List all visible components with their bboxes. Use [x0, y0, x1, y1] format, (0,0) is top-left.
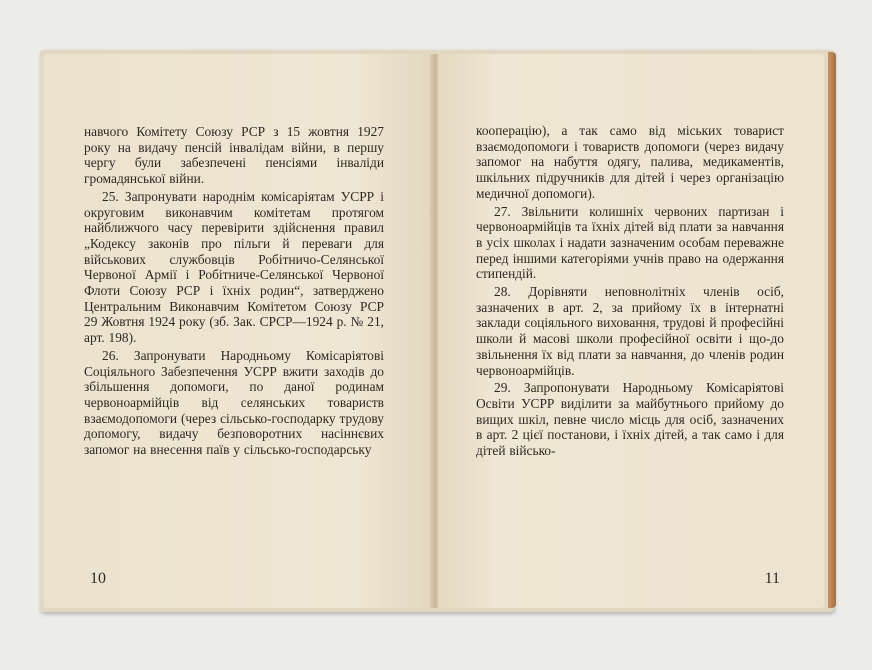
right-paragraph-1: кооперацію), а так само від міських товарист взаємодопомоги і товариств допомоги (через видачу запомог на набуття одягу, палива, медикаментів, шкільних підручників для дітей і через організацію медичної допомоги). [476, 123, 784, 201]
right-paragraph-2: 27. Звільнити колишніх червоних партизан і червоноармійців та їхніх дітей від плати за навчання в усіх школах і надати зазначеним особам переважне перед іншими категоріями учнів право на одержання стипендій. [476, 203, 784, 282]
left-page-number: 10 [90, 570, 106, 587]
right-page [438, 54, 824, 608]
left-paragraph-1: навчого Комітету Союзу РСР з 15 жовтня 1927 року на видачу пенсій інвалідам війни, в першу чергу були забезпечені пенсіями інваліди громадянської війни. [84, 124, 384, 187]
left-paragraph-3: 26. Запронувати Народньому Комісаріятові Соціяльного Забезпечення УСРР вжити заходів до збільшення допомоги, по даної родинам червоноармійців від селянських товариств взаємодопомоги (через сільсько-господарку трудову допомогу, видачу безповоротних насіннєвих запомог на внесення паїв у сільсько-господарську [84, 347, 384, 458]
booklet [40, 50, 834, 612]
right-page-text [476, 123, 784, 461]
right-paragraph-3: 28. Дорівняти неповнолітніх членів осіб, зазначених в арт. 2, за прийому їх в інтернатні заклади соціяльного виховання, трудові й професійні школи й масові школи професійної освіти і що-до звільнення їх від плати за навчання, до членів родин червоноармійців. [476, 284, 784, 378]
left-page [44, 54, 432, 608]
booklet-edge [828, 52, 836, 608]
right-page-number: 11 [764, 570, 780, 587]
left-paragraph-2: 25. Запронувати народнім комісаріятам УСРР і округовим виконавчим комітетам протягом найближчого часу перевірити здійснення правил „Кодексу законів про пільги й переваги для військових службовців Робітничо-Селянської Червоної Армії і Робітниче-Селянської Червоної Флоти Союзу РСР і їхніх родин“, затверджено Центральним Виконавчим Комітетом Союзу РСР 29 Жовтня 1924 року (зб. Зак. СРСР—1924 р. № 21, арт. 198). [84, 188, 384, 346]
right-paragraph-4: 29. Запропонувати Народньому Комісаріятові Освіти УСРР виділити за майбутнього прийому до вищих шкіл, певне число місць для осіб, зазначених в арт. 2 цієї постанови, і їхніх дітей, а так само і для дітей військо- [476, 380, 784, 459]
left-page-text [84, 124, 384, 460]
